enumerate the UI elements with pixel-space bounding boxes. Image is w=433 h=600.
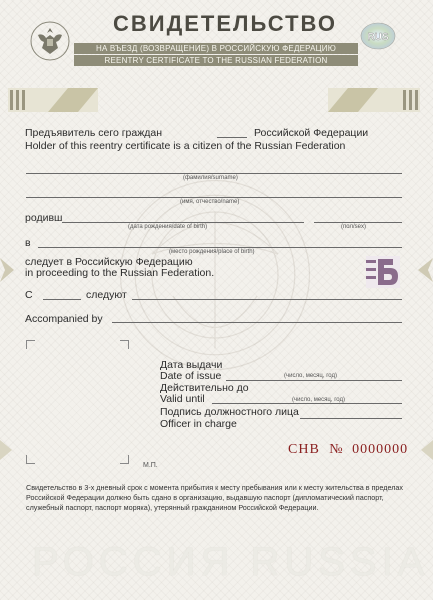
citizenship-field[interactable] [217, 137, 247, 138]
serial-digits: 0000000 [352, 442, 409, 457]
in-label: в [25, 237, 31, 249]
serial-number [288, 442, 408, 458]
photo-corner-top-left [26, 340, 35, 349]
serial-sign: № [329, 442, 344, 457]
companions-count-field[interactable] [43, 299, 81, 300]
holder-label-ru: Предъявитель сего граждан [25, 127, 163, 139]
accompanied-field[interactable] [112, 322, 402, 323]
subtitle-english: REENTRY CERTIFICATE TO THE RUSSIAN FEDERATION [74, 55, 358, 66]
date-of-issue-field[interactable] [226, 380, 402, 381]
born-label: родивш [25, 212, 63, 224]
proceeding-ru: следует в Российскую Федерацию [25, 256, 193, 268]
edge-mark-left [0, 440, 12, 460]
coat-of-arms-icon [30, 21, 70, 61]
security-stripe-left [8, 88, 98, 112]
dob-caption: (дата рождения/date of birth) [128, 224, 208, 230]
edge-mark-right [421, 440, 433, 460]
officer-en: Officer in charge [160, 418, 237, 430]
place-of-birth-field[interactable] [38, 247, 402, 248]
from-label: С [25, 289, 33, 301]
sex-field[interactable] [314, 222, 402, 223]
edge-star-right-icon [418, 258, 433, 282]
date-issue-en: Date of issue [160, 370, 222, 382]
country-code: RUS [367, 32, 389, 43]
accompanied-label: Accompanied by [25, 313, 103, 325]
follows-label: следуют [86, 289, 127, 301]
holder-suffix-ru: Российской Федерации [254, 127, 369, 139]
proceeding-en: in proceeding to the Russian Federation. [25, 267, 215, 279]
holder-label-en: Holder of this reentry certificate is a citizen of the Russian Federation [25, 140, 346, 152]
rus-hologram-icon [360, 22, 396, 50]
security-stripe-right [328, 88, 420, 112]
dmy-caption-1: (число, месяц, год) [284, 373, 337, 379]
footer-watermark-text: РОССИЯ RUSSIA [32, 540, 430, 584]
valid-en: Valid until [160, 393, 205, 405]
dmy-caption-2: (число, месяц, год) [292, 397, 345, 403]
category-b-mark-icon [366, 256, 400, 288]
officer-signature-field[interactable] [300, 418, 402, 419]
subtitle-russian: НА ВЪЕЗД (ВОЗВРАЩЕНИЕ) В РОССИЙСКУЮ ФЕДЕРАЦИЮ [74, 43, 358, 54]
valid-ru: Действительно до [160, 382, 249, 394]
date-issue-ru: Дата выдачи [160, 359, 223, 371]
follows-field[interactable] [132, 299, 402, 300]
surname-caption: (фамилия/surname) [183, 175, 238, 181]
photo-corner-bottom-right [120, 455, 129, 464]
photo-corner-top-right [120, 340, 129, 349]
serial-series: СНВ [288, 442, 320, 457]
surname-field[interactable] [26, 173, 402, 174]
valid-until-field[interactable] [212, 403, 402, 404]
seal-place-label: М.П. [143, 462, 158, 469]
officer-ru: Подпись должностного лица [160, 406, 299, 418]
name-field[interactable] [26, 197, 402, 198]
sex-caption: (пол/sex) [341, 224, 366, 230]
pob-caption: (место рождения/place of birth) [169, 249, 255, 255]
return-notice: Свидетельство в 3-х дневный срок с момента прибытия к месту пребывания или к месту жительства в пределах Российской Федерации должно быть сдано в организацию, выдавшую паспорт (дипломатический паспорт, служебный паспорт, паспорт моряка), утерянный гражданином Российской Федерации. [26, 483, 404, 512]
document-title: СВИДЕТЕЛЬСТВО [113, 11, 337, 36]
edge-star-left-icon [0, 258, 14, 282]
photo-corner-bottom-left [26, 455, 35, 464]
name-caption: (имя, отчество/name) [180, 199, 240, 205]
date-of-birth-field[interactable] [62, 222, 304, 223]
